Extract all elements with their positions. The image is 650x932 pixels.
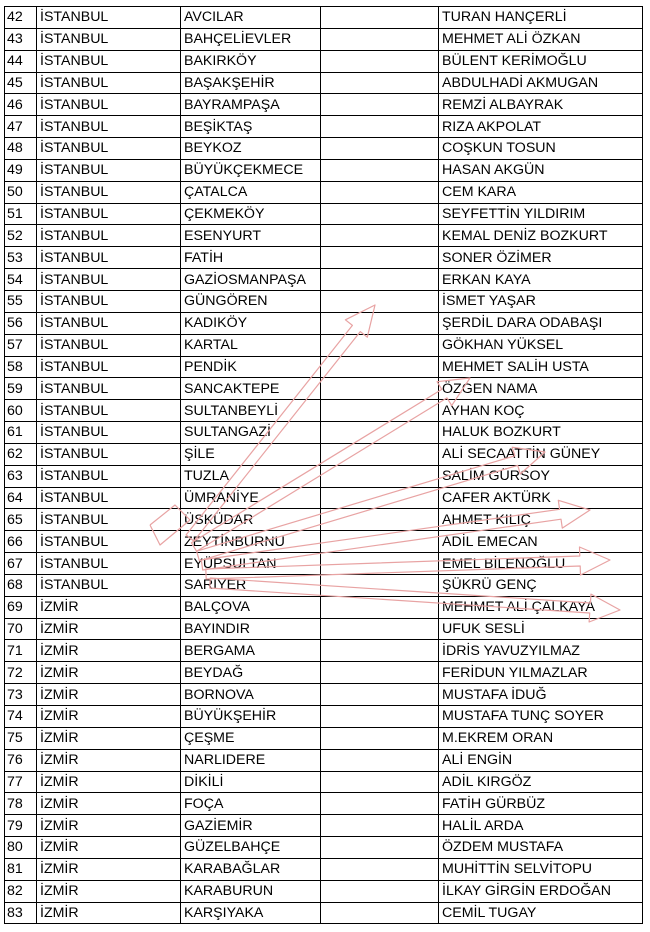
empty-cell xyxy=(321,880,439,902)
row-number: 52 xyxy=(5,225,37,247)
empty-cell xyxy=(321,7,439,29)
district-cell: BEŞİKTAŞ xyxy=(181,116,321,138)
district-cell: SULTANGAZİ xyxy=(181,422,321,444)
row-number: 66 xyxy=(5,531,37,553)
table-row xyxy=(5,553,643,575)
empty-cell xyxy=(321,400,439,422)
empty-cell xyxy=(321,684,439,706)
empty-cell xyxy=(321,509,439,531)
district-cell: EYÜPSULTAN xyxy=(181,553,321,575)
empty-cell xyxy=(321,378,439,400)
city-cell: İSTANBUL xyxy=(37,356,181,378)
district-cell: ÜMRANİYE xyxy=(181,487,321,509)
city-cell: İSTANBUL xyxy=(37,225,181,247)
row-number: 80 xyxy=(5,837,37,859)
district-cell: FATİH xyxy=(181,247,321,269)
row-number: 83 xyxy=(5,902,37,924)
district-cell: BAŞAKŞEHİR xyxy=(181,72,321,94)
row-number: 56 xyxy=(5,312,37,334)
district-cell: BÜYÜKÇEKMECE xyxy=(181,159,321,181)
table-row xyxy=(5,618,643,640)
empty-cell xyxy=(321,858,439,880)
city-cell: İZMİR xyxy=(37,662,181,684)
row-number: 74 xyxy=(5,706,37,728)
table-row xyxy=(5,334,643,356)
empty-cell xyxy=(321,749,439,771)
mayor-name-cell: TURAN HANÇERLİ xyxy=(439,7,643,29)
empty-cell xyxy=(321,28,439,50)
city-cell: İSTANBUL xyxy=(37,116,181,138)
mayor-name-cell: FATİH GÜRBÜZ xyxy=(439,793,643,815)
row-number: 72 xyxy=(5,662,37,684)
mayor-name-cell: İLKAY GİRGİN ERDOĞAN xyxy=(439,880,643,902)
table-row xyxy=(5,465,643,487)
district-cell: BERGAMA xyxy=(181,640,321,662)
table-row xyxy=(5,7,643,29)
district-cell: DİKİLİ xyxy=(181,771,321,793)
row-number: 79 xyxy=(5,815,37,837)
district-cell: KADIKÖY xyxy=(181,312,321,334)
row-number: 42 xyxy=(5,7,37,29)
row-number: 76 xyxy=(5,749,37,771)
table-row xyxy=(5,662,643,684)
row-number: 60 xyxy=(5,400,37,422)
row-number: 48 xyxy=(5,138,37,160)
mayor-name-cell: ÖZGEN NAMA xyxy=(439,378,643,400)
empty-cell xyxy=(321,203,439,225)
empty-cell xyxy=(321,662,439,684)
empty-cell xyxy=(321,771,439,793)
mayor-name-cell: MEHMET SALİH USTA xyxy=(439,356,643,378)
district-cell: ZEYTİNBURNU xyxy=(181,531,321,553)
district-cell: BAYRAMPAŞA xyxy=(181,94,321,116)
district-cell: ÜSKÜDAR xyxy=(181,509,321,531)
city-cell: İSTANBUL xyxy=(37,378,181,400)
empty-cell xyxy=(321,618,439,640)
mayor-name-cell: RIZA AKPOLAT xyxy=(439,116,643,138)
row-number: 63 xyxy=(5,465,37,487)
table-row xyxy=(5,749,643,771)
empty-cell xyxy=(321,422,439,444)
district-cell: BÜYÜKŞEHİR xyxy=(181,706,321,728)
row-number: 43 xyxy=(5,28,37,50)
table-row xyxy=(5,50,643,72)
city-cell: İZMİR xyxy=(37,727,181,749)
table-row xyxy=(5,793,643,815)
city-cell: İZMİR xyxy=(37,880,181,902)
city-cell: İZMİR xyxy=(37,749,181,771)
row-number: 62 xyxy=(5,443,37,465)
empty-cell xyxy=(321,312,439,334)
row-number: 49 xyxy=(5,159,37,181)
table-row xyxy=(5,203,643,225)
empty-cell xyxy=(321,334,439,356)
row-number: 51 xyxy=(5,203,37,225)
city-cell: İZMİR xyxy=(37,902,181,924)
row-number: 75 xyxy=(5,727,37,749)
mayor-name-cell: ALİ ENGİN xyxy=(439,749,643,771)
empty-cell xyxy=(321,290,439,312)
city-cell: İSTANBUL xyxy=(37,553,181,575)
table-row xyxy=(5,837,643,859)
row-number: 73 xyxy=(5,684,37,706)
district-cell: SARIYER xyxy=(181,574,321,596)
city-cell: İSTANBUL xyxy=(37,7,181,29)
row-number: 55 xyxy=(5,290,37,312)
city-cell: İZMİR xyxy=(37,684,181,706)
district-cell: ÇATALCA xyxy=(181,181,321,203)
mayor-name-cell: SEYFETTİN YILDIRIM xyxy=(439,203,643,225)
table-row xyxy=(5,574,643,596)
city-cell: İSTANBUL xyxy=(37,465,181,487)
city-cell: İSTANBUL xyxy=(37,574,181,596)
mayor-name-cell: BÜLENT KERİMOĞLU xyxy=(439,50,643,72)
district-cell: BEYDAĞ xyxy=(181,662,321,684)
table-row xyxy=(5,487,643,509)
city-cell: İZMİR xyxy=(37,596,181,618)
district-cell: BALÇOVA xyxy=(181,596,321,618)
row-number: 71 xyxy=(5,640,37,662)
district-cell: ŞİLE xyxy=(181,443,321,465)
empty-cell xyxy=(321,640,439,662)
mayor-name-cell: CEMİL TUGAY xyxy=(439,902,643,924)
empty-cell xyxy=(321,465,439,487)
results-table-body xyxy=(5,7,643,924)
district-cell: BORNOVA xyxy=(181,684,321,706)
mayor-name-cell: CAFER AKTÜRK xyxy=(439,487,643,509)
city-cell: İSTANBUL xyxy=(37,247,181,269)
district-cell: ÇEKMEKÖY xyxy=(181,203,321,225)
mayor-name-cell: HALİL ARDA xyxy=(439,815,643,837)
city-cell: İSTANBUL xyxy=(37,531,181,553)
empty-cell xyxy=(321,487,439,509)
mayor-name-cell: ADİL KIRGÖZ xyxy=(439,771,643,793)
table-row xyxy=(5,727,643,749)
row-number: 54 xyxy=(5,269,37,291)
district-cell: ESENYURT xyxy=(181,225,321,247)
city-cell: İSTANBUL xyxy=(37,94,181,116)
table-row xyxy=(5,902,643,924)
district-cell: AVCILAR xyxy=(181,7,321,29)
empty-cell xyxy=(321,50,439,72)
empty-cell xyxy=(321,269,439,291)
mayor-name-cell: MUHİTTİN SELVİTOPU xyxy=(439,858,643,880)
mayor-name-cell: GÖKHAN YÜKSEL xyxy=(439,334,643,356)
mayor-name-cell: M.EKREM ORAN xyxy=(439,727,643,749)
district-cell: GAZİOSMANPAŞA xyxy=(181,269,321,291)
empty-cell xyxy=(321,72,439,94)
empty-cell xyxy=(321,706,439,728)
district-cell: GAZİEMİR xyxy=(181,815,321,837)
table-row xyxy=(5,72,643,94)
row-number: 57 xyxy=(5,334,37,356)
mayor-name-cell: CEM KARA xyxy=(439,181,643,203)
city-cell: İSTANBUL xyxy=(37,28,181,50)
row-number: 44 xyxy=(5,50,37,72)
mayor-name-cell: HASAN AKGÜN xyxy=(439,159,643,181)
empty-cell xyxy=(321,727,439,749)
table-row xyxy=(5,880,643,902)
empty-cell xyxy=(321,837,439,859)
mayor-name-cell: SALİM GÜRSOY xyxy=(439,465,643,487)
empty-cell xyxy=(321,902,439,924)
table-row xyxy=(5,706,643,728)
table-row xyxy=(5,378,643,400)
row-number: 58 xyxy=(5,356,37,378)
city-cell: İZMİR xyxy=(37,815,181,837)
row-number: 67 xyxy=(5,553,37,575)
table-row xyxy=(5,684,643,706)
district-cell: ÇEŞME xyxy=(181,727,321,749)
table-row xyxy=(5,640,643,662)
district-cell: SANCAKTEPE xyxy=(181,378,321,400)
table-row xyxy=(5,94,643,116)
mayor-name-cell: FERİDUN YILMAZLAR xyxy=(439,662,643,684)
city-cell: İSTANBUL xyxy=(37,50,181,72)
empty-cell xyxy=(321,94,439,116)
mayor-name-cell: COŞKUN TOSUN xyxy=(439,138,643,160)
mayor-name-cell: SONER ÖZİMER xyxy=(439,247,643,269)
table-row xyxy=(5,138,643,160)
city-cell: İSTANBUL xyxy=(37,422,181,444)
empty-cell xyxy=(321,596,439,618)
district-cell: BAKIRKÖY xyxy=(181,50,321,72)
city-cell: İZMİR xyxy=(37,618,181,640)
city-cell: İZMİR xyxy=(37,858,181,880)
table-row xyxy=(5,400,643,422)
district-cell: KARABURUN xyxy=(181,880,321,902)
district-cell: KARŞIYAKA xyxy=(181,902,321,924)
mayor-name-cell: AHMET KILIÇ xyxy=(439,509,643,531)
city-cell: İSTANBUL xyxy=(37,334,181,356)
row-number: 68 xyxy=(5,574,37,596)
city-cell: İSTANBUL xyxy=(37,312,181,334)
city-cell: İSTANBUL xyxy=(37,159,181,181)
district-cell: BEYKOZ xyxy=(181,138,321,160)
city-cell: İZMİR xyxy=(37,837,181,859)
city-cell: İZMİR xyxy=(37,640,181,662)
empty-cell xyxy=(321,531,439,553)
row-number: 47 xyxy=(5,116,37,138)
mayor-name-cell: ADİL EMECAN xyxy=(439,531,643,553)
empty-cell xyxy=(321,443,439,465)
mayor-name-cell: REMZİ ALBAYRAK xyxy=(439,94,643,116)
mayor-name-cell: MUSTAFA TUNÇ SOYER xyxy=(439,706,643,728)
empty-cell xyxy=(321,574,439,596)
table-row xyxy=(5,181,643,203)
mayor-name-cell: ALİ SECAATTİN GÜNEY xyxy=(439,443,643,465)
mayor-name-cell: UFUK SESLİ xyxy=(439,618,643,640)
city-cell: İZMİR xyxy=(37,771,181,793)
empty-cell xyxy=(321,181,439,203)
table-row xyxy=(5,28,643,50)
mayor-name-cell: ŞERDİL DARA ODABAŞI xyxy=(439,312,643,334)
table-row xyxy=(5,225,643,247)
row-number: 82 xyxy=(5,880,37,902)
empty-cell xyxy=(321,247,439,269)
city-cell: İSTANBUL xyxy=(37,72,181,94)
city-cell: İSTANBUL xyxy=(37,487,181,509)
row-number: 81 xyxy=(5,858,37,880)
district-cell: TUZLA xyxy=(181,465,321,487)
mayor-name-cell: EMEL BİLENOĞLU xyxy=(439,553,643,575)
empty-cell xyxy=(321,138,439,160)
mayor-name-cell: ÖZDEM MUSTAFA xyxy=(439,837,643,859)
row-number: 50 xyxy=(5,181,37,203)
mayor-name-cell: ŞÜKRÜ GENÇ xyxy=(439,574,643,596)
row-number: 61 xyxy=(5,422,37,444)
mayor-name-cell: MUSTAFA İDUĞ xyxy=(439,684,643,706)
table-row xyxy=(5,815,643,837)
district-cell: BAYINDIR xyxy=(181,618,321,640)
table-row xyxy=(5,531,643,553)
empty-cell xyxy=(321,159,439,181)
mayor-name-cell: KEMAL DENİZ BOZKURT xyxy=(439,225,643,247)
city-cell: İSTANBUL xyxy=(37,269,181,291)
row-number: 77 xyxy=(5,771,37,793)
table-row xyxy=(5,771,643,793)
district-cell: SULTANBEYLİ xyxy=(181,400,321,422)
row-number: 59 xyxy=(5,378,37,400)
city-cell: İSTANBUL xyxy=(37,181,181,203)
mayor-name-cell: İSMET YAŞAR xyxy=(439,290,643,312)
city-cell: İSTANBUL xyxy=(37,443,181,465)
city-cell: İSTANBUL xyxy=(37,290,181,312)
empty-cell xyxy=(321,815,439,837)
city-cell: İZMİR xyxy=(37,793,181,815)
mayor-name-cell: ABDULHADİ AKMUGAN xyxy=(439,72,643,94)
district-cell: BAHÇELİEVLER xyxy=(181,28,321,50)
row-number: 70 xyxy=(5,618,37,640)
table-row xyxy=(5,269,643,291)
mayor-name-cell: ERKAN KAYA xyxy=(439,269,643,291)
city-cell: İSTANBUL xyxy=(37,203,181,225)
district-cell: GÜZELBAHÇE xyxy=(181,837,321,859)
table-row xyxy=(5,858,643,880)
row-number: 53 xyxy=(5,247,37,269)
district-cell: KARABAĞLAR xyxy=(181,858,321,880)
results-table xyxy=(4,6,643,924)
empty-cell xyxy=(321,793,439,815)
row-number: 64 xyxy=(5,487,37,509)
district-cell: FOÇA xyxy=(181,793,321,815)
table-row xyxy=(5,159,643,181)
city-cell: İSTANBUL xyxy=(37,400,181,422)
table-row xyxy=(5,509,643,531)
empty-cell xyxy=(321,356,439,378)
table-row xyxy=(5,312,643,334)
mayor-name-cell: AYHAN KOÇ xyxy=(439,400,643,422)
mayor-name-cell: MEHMET ALİ ÇALKAYA xyxy=(439,596,643,618)
city-cell: İSTANBUL xyxy=(37,509,181,531)
empty-cell xyxy=(321,116,439,138)
city-cell: İZMİR xyxy=(37,706,181,728)
table-row xyxy=(5,443,643,465)
row-number: 65 xyxy=(5,509,37,531)
table-row xyxy=(5,596,643,618)
table-row xyxy=(5,356,643,378)
row-number: 46 xyxy=(5,94,37,116)
table-row xyxy=(5,422,643,444)
city-cell: İSTANBUL xyxy=(37,138,181,160)
district-cell: GÜNGÖREN xyxy=(181,290,321,312)
mayor-name-cell: MEHMET ALİ ÖZKAN xyxy=(439,28,643,50)
row-number: 78 xyxy=(5,793,37,815)
table-row xyxy=(5,290,643,312)
district-cell: KARTAL xyxy=(181,334,321,356)
table-row xyxy=(5,247,643,269)
district-cell: NARLIDERE xyxy=(181,749,321,771)
row-number: 45 xyxy=(5,72,37,94)
row-number: 69 xyxy=(5,596,37,618)
district-cell: PENDİK xyxy=(181,356,321,378)
empty-cell xyxy=(321,553,439,575)
mayor-name-cell: İDRİS YAVUZYILMAZ xyxy=(439,640,643,662)
mayor-name-cell: HALUK BOZKURT xyxy=(439,422,643,444)
empty-cell xyxy=(321,225,439,247)
table-row xyxy=(5,116,643,138)
